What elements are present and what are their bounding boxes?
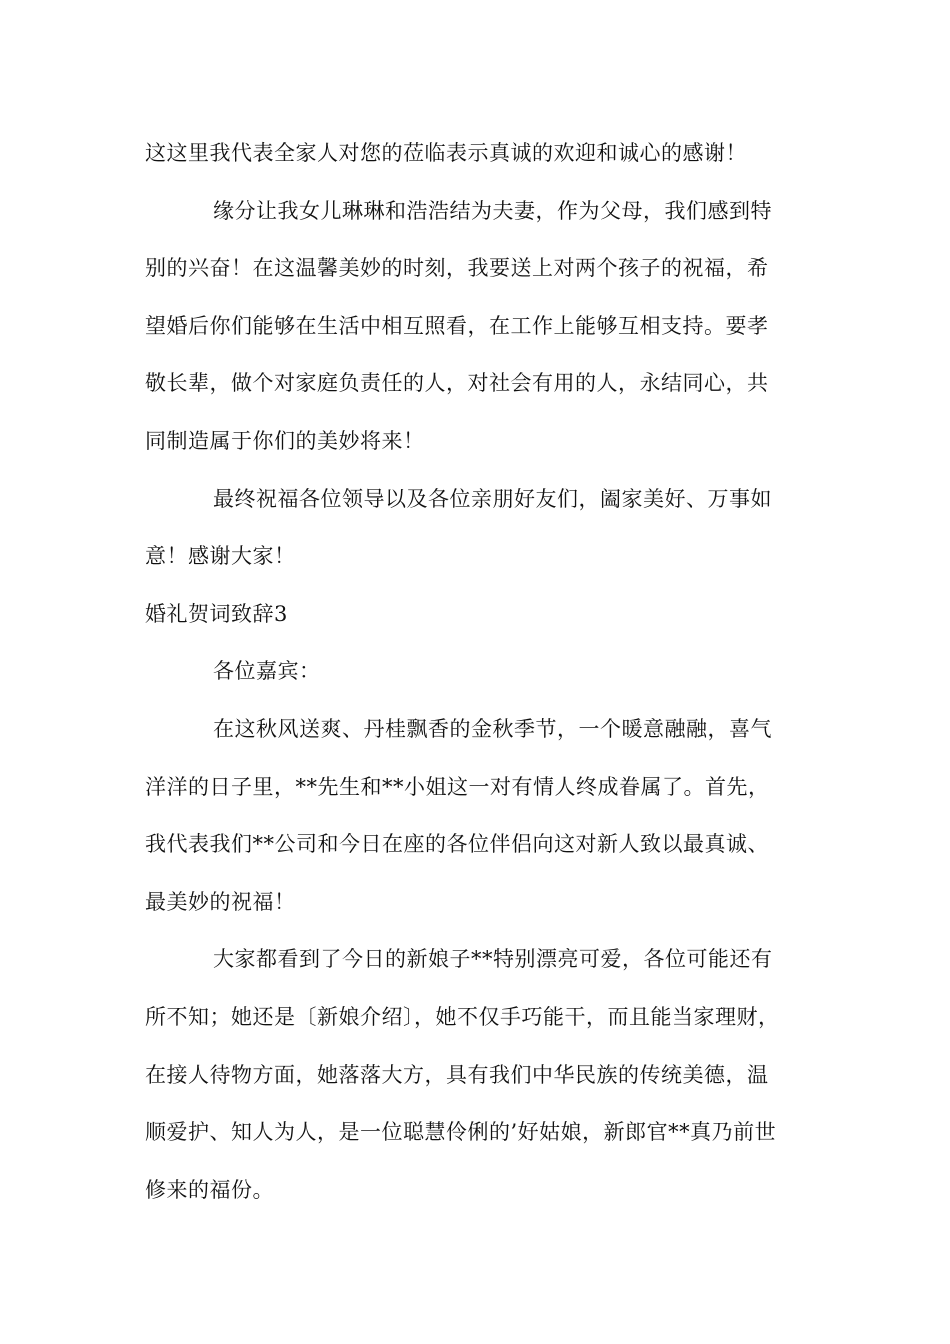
text-line: 所不知；她还是〔新娘介绍〕，她不仅手巧能干，而且能当家理财， — [145, 1004, 780, 1029]
text-line: 修来的福份。 — [145, 1177, 274, 1202]
text-line: 同制造属于你们的美妙将来！ — [145, 428, 425, 453]
paragraph-start-line: 缘分让我女儿琳琳和浩浩结为夫妻，作为父母，我们感到特 — [213, 198, 772, 223]
document-body — [145, 125, 825, 1219]
paragraph-start-line: 最终祝福各位领导以及各位亲朋好友们，阖家美好、万事如 — [213, 486, 772, 511]
paragraph-start-line: 大家都看到了今日的新娘子**特别漂亮可爱，各位可能还有 — [213, 947, 773, 972]
text-line: 在接人待物方面，她落落大方，具有我们中华民族的传统美德，温 — [145, 1062, 769, 1087]
text-line: 我代表我们**公司和今日在座的各位伴侣向这对新人致以最真诚、 — [145, 832, 769, 857]
salutation-line: 各位嘉宾： — [213, 659, 321, 684]
section-heading: 婚礼贺词致辞3 — [145, 601, 288, 626]
text-line: 洋洋的日子里，**先生和**小姐这一对有情人终成眷属了。首先， — [145, 774, 770, 799]
text-line: 敬长辈，做个对家庭负责任的人，对社会有用的人，永结同心，共 — [145, 371, 769, 396]
text-line: 顺爱护、知人为人，是一位聪慧伶俐的’好姑娘，新郎官**真乃前世 — [145, 1120, 777, 1145]
text-line: 最美妙的祝福！ — [145, 889, 296, 914]
paragraph-start-line: 在这秋风送爽、丹桂飘香的金秋季节，一个暖意融融，喜气 — [213, 716, 772, 741]
text-line: 这这里我代表全家人对您的莅临表示真诚的欢迎和诚心的感谢！ — [145, 141, 747, 165]
text-line: 意！感谢大家！ — [145, 544, 296, 569]
text-line: 望婚后你们能够在生活中相互照看，在工作上能够互相支持。要孝 — [145, 313, 769, 338]
text-line: 别的兴奋！在这温馨美妙的时刻，我要送上对两个孩子的祝福，希 — [145, 256, 769, 281]
